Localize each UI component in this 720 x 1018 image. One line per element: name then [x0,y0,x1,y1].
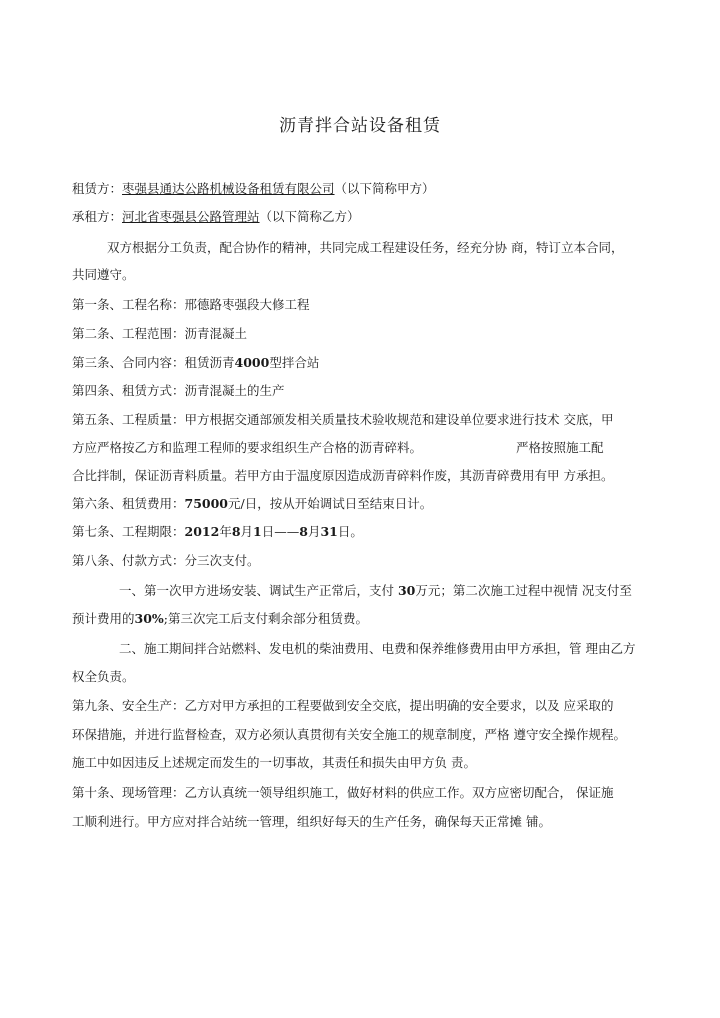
payment-1-line-1 [119,582,632,600]
lessee-line [72,208,360,226]
article-5-line-2a: 方应严格按乙方和监理工程师的要求组织生产合格的沥青碎料。 [72,440,423,455]
article-7-t4: 月 [307,524,321,539]
article-7-t3: 日—— [261,524,300,539]
payment-1-amount: 30 [397,583,416,598]
article-2: 第二条、工程范围：沥青混凝土 [72,326,248,341]
article-10-line-1: 第十条、现场管理：乙方认真统一领导组织施工，做好材料的供应工作。双方应密切配合， 保证施 [72,785,614,800]
payment-2-line-2: 权全负责。 [72,669,135,684]
document-title: 沥青拌合站设备租赁 [279,116,441,136]
article-7 [72,523,363,541]
preamble-line-1: 双方根据分工负责，配合协作的精神，共同完成工程建设任务，经充分协 商，特订立本合同， [107,240,624,255]
article-8: 第八条、付款方式：分三次支付。 [72,553,260,568]
payment-1-text-4: ;第三次完工后支付剩余部分租赁费。 [163,611,369,626]
article-10-line-2: 工顺利进行。甲方应对拌合站统一管理，组织好每天的生产任务，确保每天正常摊 铺。 [72,814,551,829]
article-9-line-2: 环保措施，并进行监督检查，双方必须认真贯彻有关安全施工的规章制度，严格 遵守安全操作规程。 [72,727,626,742]
article-3-model: 4000 [234,355,270,370]
article-7-t5: 日。 [337,524,363,539]
article-7-t2: 月 [240,524,254,539]
article-9-line-3: 施工中如因违反上述规定而发生的一切事故，其责任和损失由甲方负 责。 [72,755,476,770]
article-6-suffix: 元/日，按从开始调试日至结束日计。 [228,496,433,511]
lessor-suffix: （以下简称甲方） [334,181,435,196]
article-5-line-3: 合比拌制，保证沥青料质量。若甲方由于温度原因造成沥青碎料作废，其沥青碎费用有甲 方承担。 [72,468,614,483]
article-5-line-2b: 严格按照施工配 [516,440,604,455]
payment-1-text: 一、第一次甲方进场安装、调试生产正常后，支付 [119,583,398,598]
article-1: 第一条、工程名称：邢德路枣强段大修工程 [72,297,310,312]
article-7-day-end: 31 [320,524,338,539]
lessee-suffix: （以下简称乙方） [259,209,360,224]
payment-1-percent: 30% [134,611,164,626]
lessee-name: 河北省枣强县公路管理站 [122,209,260,224]
article-3 [72,354,319,372]
article-6-label: 第六条、租赁费用： [72,496,185,511]
article-3-suffix: 型拌合站 [269,355,320,370]
article-7-day-start: 1 [253,524,262,539]
payment-1-text-2: 万元；第二次施工过程中视情 况支付至 [415,583,632,598]
article-5-line-1: 第五条、工程质量：甲方根据交通部颁发相关质量技术验收规范和建设单位要求进行技术 交底，甲 [72,412,614,427]
article-7-label: 第七条、工程期限： [72,524,185,539]
preamble-line-2: 共同遵守。 [72,267,135,282]
payment-1-text-3: 预计费用的 [72,611,135,626]
article-4: 第四条、租赁方式：沥青混凝土的生产 [72,383,285,398]
article-7-month-start: 8 [231,524,241,539]
article-6 [72,495,432,513]
article-3-text: 第三条、合同内容：租赁沥青 [72,355,235,370]
lessor-line [72,180,435,198]
lessee-label: 承租方： [72,209,123,224]
payment-1-line-2 [72,610,368,628]
payment-2-line-1: 二、施工期间拌合站燃料、发电机的柴油费用、电费和保养维修费用由甲方承担，管 理由乙方 [119,641,636,656]
article-6-amount: 75000 [184,496,229,511]
article-7-month-end: 8 [299,524,308,539]
article-7-t1: 年 [219,524,232,539]
lessor-name: 枣强县通达公路机械设备租赁有限公司 [122,181,335,196]
article-5-line-2 [72,439,604,457]
article-7-year: 2012 [184,524,220,539]
article-9-line-1: 第九条、安全生产：乙方对甲方承担的工程要做到安全交底，提出明确的安全要求，以及 应采取的 [72,698,614,713]
lessor-label: 租赁方： [72,181,123,196]
